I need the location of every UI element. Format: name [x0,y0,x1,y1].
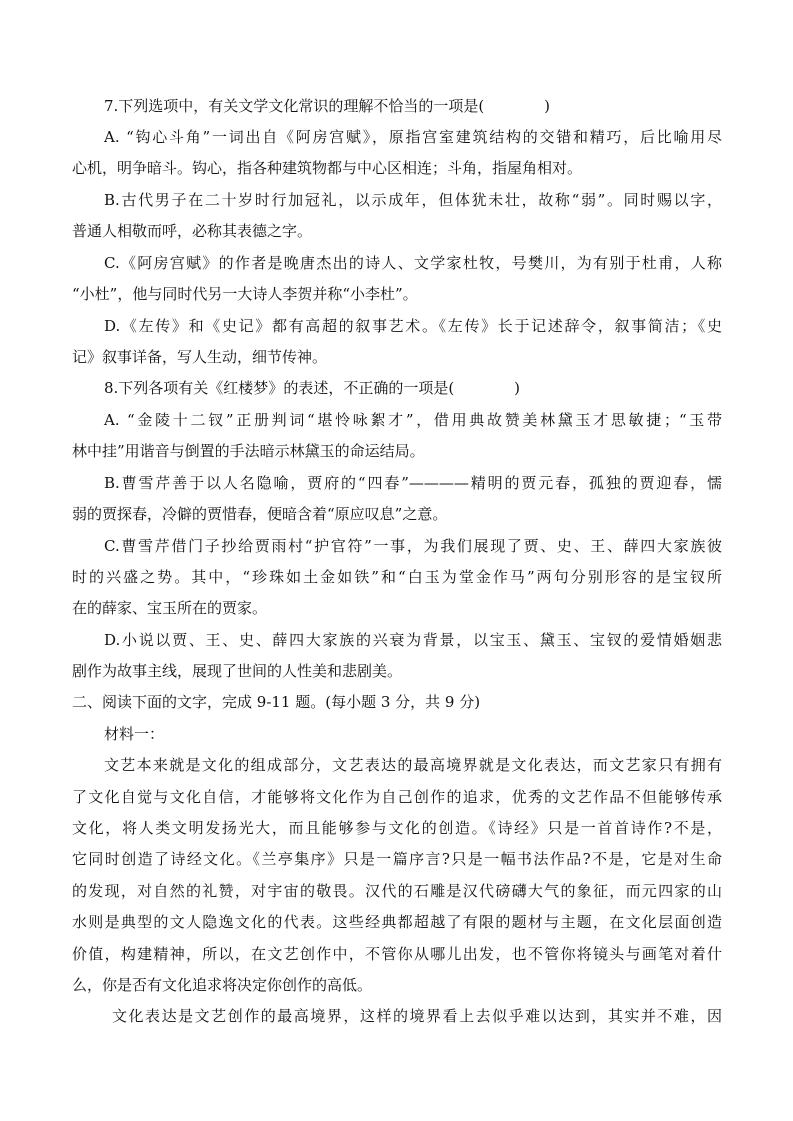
q7-option-b-line-2: 普通人相敬而呼，必称其表德之字。 [72,222,313,240]
passage-line-6: 水则是典型的文人隐逸文化的代表。这些经典都超越了有限的题材与主题，在文化层面创造 [72,913,722,931]
question-8-stem: 8.下列各项有关《红楼梦》的表述，不正确的一项是( ) [104,379,521,397]
passage-line-1: 文艺本来就是文化的组成部分，文艺表达的最高境界就是文化表达，而文艺家只有拥有 [104,756,722,774]
q8-option-a-line-1: A. “金陵十二钗”正册判词“堪怜咏絮才”，借用典故赞美林黛玉才思敏捷；“玉带 [104,411,722,429]
q8-option-c-line-1: C.曹雪芹借门子抄给贾雨村“护官符”一事，为我们展现了贾、史、王、薛四大家族彼 [104,537,722,555]
q7-option-d-line-1: D.《左传》和《史记》都有高超的叙事艺术。《左传》长于记述辞令，叙事简洁；《史 [104,317,722,335]
q8-option-c-line-3: 在的薛家、宝玉所在的贾家。 [72,599,268,617]
q7-option-a-line-2: 心机，明争暗斗。钩心，指各种建筑物都与中心区相连；斗角，指屋角相对。 [72,159,583,177]
passage-line-7: 价值，构建精神，所以，在文艺创作中，不管你从哪儿出发，也不管你将镜头与画笔对着什 [72,945,722,963]
q7-option-c-line-1: C.《阿房宫赋》的作者是晚唐杰出的诗人、文学家杜牧，号樊川，为有别于杜甫，人称 [104,254,722,272]
passage-para-2-line-1: 文化表达是文艺创作的最高境界，这样的境界看上去似乎难以达到，其实并不难，因 [112,1007,722,1025]
passage-line-3: 文化，将人类文明发扬光大，而且能够参与文化的创造。《诗经》只是一首首诗作?不是， [72,819,722,837]
q8-option-d-line-1: D.小说以贾、王、史、薛四大家族的兴衰为背景，以宝玉、黛玉、宝钗的爱情婚姻悲 [104,631,722,649]
passage-line-4: 它同时创造了诗经文化。《兰亭集序》只是一篇序言?只是一幅书法作品?不是，它是对生命 [72,850,722,868]
q7-option-c-line-2: “小杜”，他与同时代另一大诗人李贺并称“小李杜”。 [72,285,418,303]
q8-option-a-line-2: 林中挂”用谐音与倒置的手法暗示林黛玉的命运结局。 [72,442,425,460]
passage-line-5: 的发现，对自然的礼赞，对宇宙的敬畏。汉代的石雕是汉代磅礴大气的象征，而元四家的山 [72,882,722,900]
q8-option-b-line-1: B.曹雪芹善于以人名隐喻，贾府的“四春”————精明的贾元春，孤独的贾迎春，懦 [104,474,722,492]
passage-line-2: 了文化自觉与文化自信，才能够将文化作为自己创作的追求，优秀的文艺作品不但能够传承 [72,788,722,806]
q7-option-d-line-2: 记》叙事详备，写人生动，细节传神。 [72,348,328,366]
passage-line-8: 么，你是否有文化追求将决定你创作的高低。 [72,976,373,994]
question-7-stem: 7.下列选项中，有关文学文化常识的理解不恰当的一项是( ) [104,97,551,115]
q8-option-d-line-2: 剧作为故事主线，展现了世间的人性美和悲剧美。 [72,662,403,680]
q7-option-a-line-1: A. “钩心斗角”一词出自《阿房宫赋》，原指宫室建筑结构的交错和精巧，后比喻用尽 [104,128,722,146]
q8-option-b-line-2: 弱的贾探春，冷僻的贾惜春，便暗含着“原应叹息”之意。 [72,505,448,523]
material-1-label: 材料一： [104,725,165,743]
section-2-heading: 二、阅读下面的文字，完成 9-11 题。(每小题 3 分，共 9 分) [72,693,481,711]
q8-option-c-line-2: 时的兴盛之势。其中，“珍珠如土金如铁”和“白玉为堂金作马”两句分别形容的是宝钗所 [72,568,722,586]
q7-option-b-line-1: B.古代男子在二十岁时行加冠礼，以示成年，但体犹未壮，故称“弱”。同时赐以字， [104,191,722,209]
